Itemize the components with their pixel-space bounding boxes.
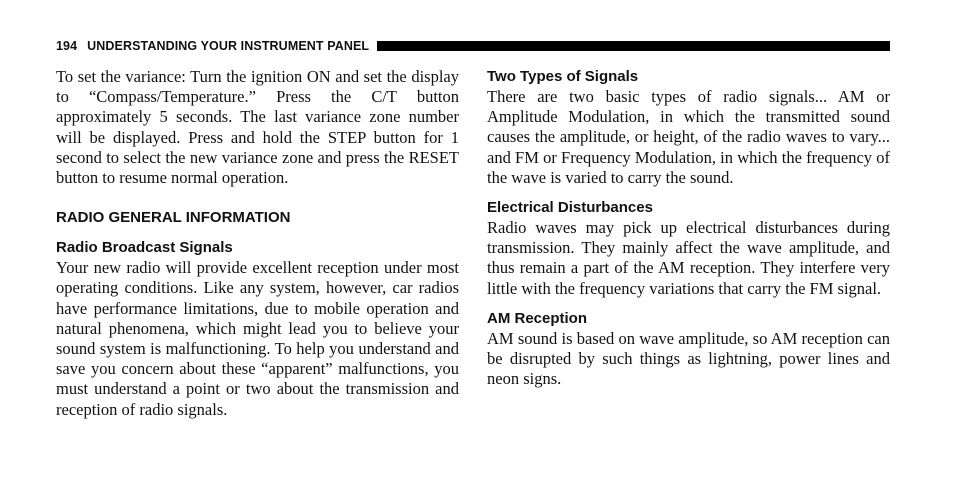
signal-types-paragraph: There are two basic types of radio signals... AM or Amplitude Modulation, in which the transmitted sound causes the amplitude, or height, of the radio waves to vary... and FM or Frequency Modulation, in which the frequency of the wave is varied to carry the sound.	[487, 87, 890, 187]
signal-types-heading: Two Types of Signals	[487, 68, 639, 85]
right-column	[487, 67, 890, 389]
page-header	[56, 37, 890, 55]
section-heading: RADIO GENERAL INFORMATION	[56, 209, 291, 227]
am-reception-heading: AM Reception	[487, 309, 588, 327]
page-number: 194	[56, 39, 78, 53]
electrical-disturbances-heading: Electrical Disturbances	[487, 199, 653, 217]
broadcast-signals-heading: Radio Broadcast Signals	[56, 239, 233, 257]
left-column	[56, 67, 459, 420]
variance-paragraph: To set the variance: Turn the ignition ON and set the display to “Compass/Temperature.” Press the C/T button approximately 5 seconds. The last variance zone number will be displayed. Press and hold the STEP button for 1 second to select the new variance zone and press the RESET button to resume normal operation.	[56, 67, 459, 188]
broadcast-signals-paragraph: Your new radio will provide excellent reception under most operating conditions. Like any system, however, car radios have performance limitations, due to mobile operation and natural phenomena, which might lead you to believe your sound system is malfunctioning. To help you understand and save you concern about these “apparent” malfunctions, you must understand a point or two about the transmission and reception of radio signals.	[56, 258, 459, 419]
am-reception-paragraph: AM sound is based on wave amplitude, so AM reception can be disrupted by such things as lightning, power lines and neon signs.	[487, 328, 890, 389]
electrical-disturbances-paragraph: Radio waves may pick up electrical disturbances during transmission. They mainly affect the wave amplitude, and thus remain a part of the AM reception. They interfere very little with the frequency variations that carry the FM signal.	[487, 218, 890, 298]
header-rule	[377, 41, 890, 51]
running-title: UNDERSTANDING YOUR INSTRUMENT PANEL	[87, 39, 370, 53]
